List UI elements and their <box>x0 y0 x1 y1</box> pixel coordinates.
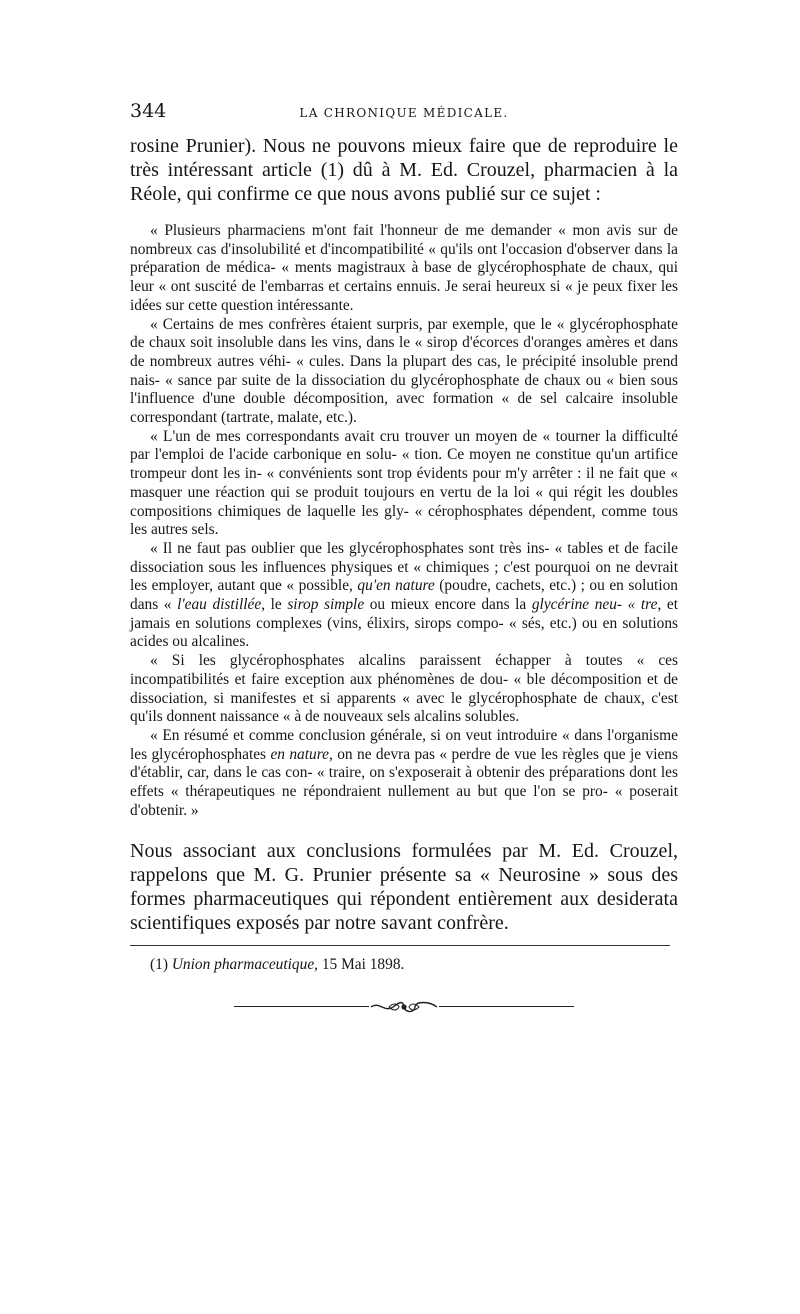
quote-4-text-d: ou mieux encore dans la <box>364 596 532 614</box>
page-header <box>130 100 678 134</box>
quote-paragraph-5: « Si les glycérophosphates alcalins paraissent échapper à toutes « ces incompatibilités et faire exception aux phénomènes de dou- « ble décomposition et de dissociation, si manifestes et si apparents « avec le glycérophosphate de chaux, c'est qu'ils donnent naissance « à de nouveaux sels alcalins solubles. <box>130 652 678 726</box>
footnote-date: , 15 Mai 1898. <box>314 955 405 973</box>
quote-6-text-b: , on ne devra pas « perdre de vue les règles que je viens d'établir, car, dans le cas con- « traire, on s'exposerait à obtenir des préparations dont les effets « thérapeutiques ne répondraient nullement au but que l'on se pro- « poserait d'obtenir. » <box>130 745 678 819</box>
book-page <box>130 100 678 1014</box>
quote-paragraph-2: « Certains de mes confrères étaient surpris, par exemple, que le « glycérophosphate de chaux soit insoluble dans les vins, dans le « sirop d'écorces d'oranges amères et dans de nombreux autres véhi- « cules. Dans la plupart des cas, le précipité insoluble prend nais- « sance par suite de la dissociation du glycérophosphate de chaux ou « bien sous l'influence d'une double décomposition, avec formation « de sel calcaire insoluble correspondant (tartrate, malate, etc.). <box>130 315 678 427</box>
running-title: LA CHRONIQUE MÉDICALE. <box>299 106 509 120</box>
quote-paragraph-3: « L'un de mes correspondants avait cru trouver un moyen de « tourner la difficulté par l'emploi de l'acide carbonique en solu- « tion. Ce moyen ne constitue qu'un artifice trompeur dont les in- « convénients sont trop évidents pour m'y arrêter : il ne fait que « masquer une réaction qui se produit toujours en vertu de la loi « qui régit les doubles compositions chimiques de laquelle les gly- « cérophosphates dépendent, comme tous les autres sels. <box>130 427 678 539</box>
flourish-icon <box>369 1000 439 1014</box>
intro-paragraph: rosine Prunier). Nous ne pouvons mieux faire que de reproduire le très intéressant article (1) dû à M. Ed. Crouzel, pharmacien à la Réole, qui confirme ce que nous avons publié sur ce sujet : <box>130 135 678 205</box>
quote-paragraph-4 <box>130 540 678 652</box>
quote-4-italic-1: qu'en nature <box>357 577 435 595</box>
footnote <box>150 956 678 974</box>
ornament-rule-right <box>439 1006 574 1007</box>
end-ornament <box>234 1000 574 1014</box>
quoted-article <box>130 222 678 821</box>
quote-4-text-e: , et jamais en solutions complexes (vins, élixirs, sirops compo- « sés, etc.) ou en solutions acides ou alcalines. <box>130 596 678 651</box>
quote-4-text-a: « Il ne faut pas oublier que les glycérophosphates sont très ins- « tables et de facile dissociation sous les influences physiques et « chimiques ; c'est pourquoi on ne devrait les employer, autant que « possible, <box>130 539 678 595</box>
footnote-marker: (1) <box>150 955 168 973</box>
quote-4-italic-4: glycérine neu- « tre <box>531 596 658 614</box>
quote-paragraph-1: « Plusieurs pharmaciens m'ont fait l'honneur de me demander « mon avis sur de nombreux cas d'insolubilité et d'incompatibilité « qu'ils ont l'occasion d'observer dans la préparation de médica- « ments magistraux à base de glycérophosphate de chaux, qui leur « ont suscité de l'embarras et certains ennuis. Je serai heureux si « je peux fixer les idées sur cette question intéressante. <box>130 222 678 314</box>
quote-6-italic: en nature <box>270 745 329 763</box>
conclusion-paragraph: Nous associant aux conclusions formulées par M. Ed. Crouzel, rappelons que M. G. Prunier présente sa « Neurosine » sous des formes pharmaceutiques qui répondent entièrement aux desiderata scientifiques exposés par notre savant confrère. <box>130 839 678 934</box>
footnote-divider <box>130 945 670 946</box>
quote-6-text-a: « En résumé et comme conclusion générale, si on veut introduire « dans l'organisme les glycérophosphates <box>130 726 678 763</box>
quote-4-italic-2: l'eau distillée <box>177 596 262 614</box>
quote-paragraph-6 <box>130 727 678 821</box>
ornament-rule-left <box>234 1006 369 1007</box>
page-number: 344 <box>130 100 167 122</box>
quote-4-italic-3: sirop simple <box>287 596 365 614</box>
footnote-source: Union pharmaceutique <box>171 955 315 973</box>
quote-4-text-b: (poudre, cachets, etc.) ; ou en solution dans « <box>130 577 679 614</box>
quote-4-text-c: , le <box>261 596 288 614</box>
